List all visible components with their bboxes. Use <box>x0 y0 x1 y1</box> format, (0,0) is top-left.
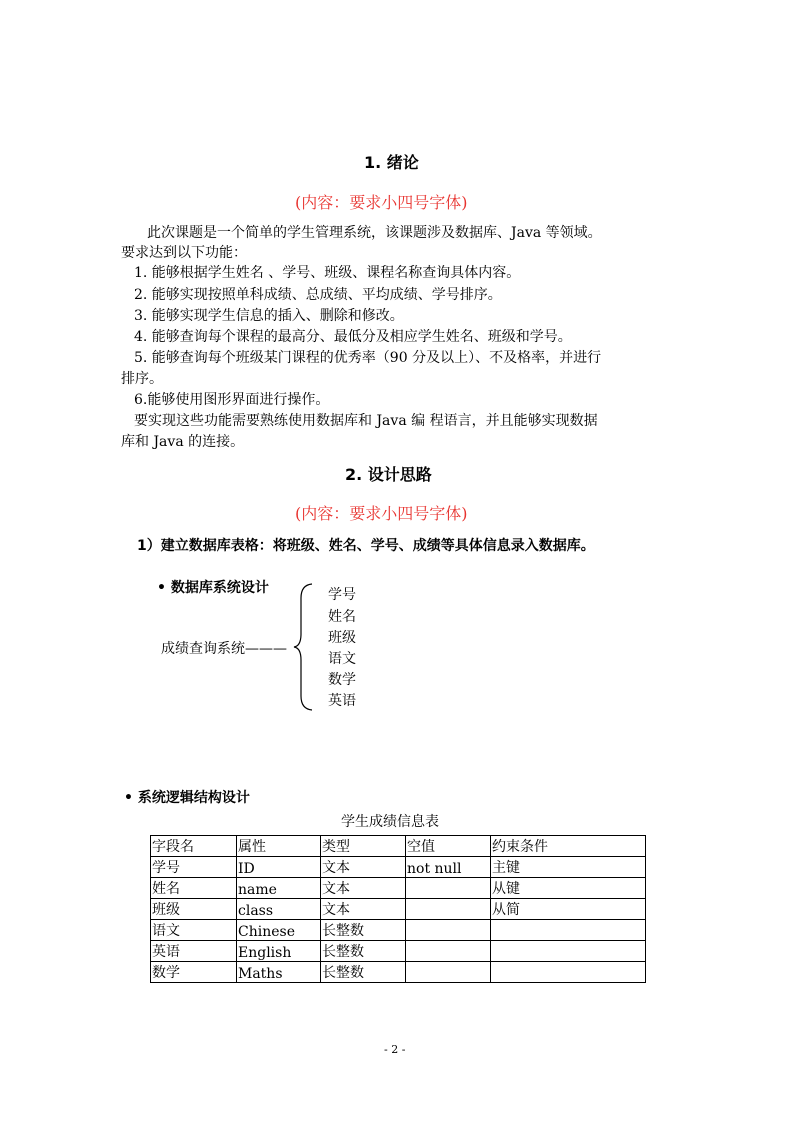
table-header-cell: 属性 <box>237 836 321 857</box>
table-cell: 长整数 <box>321 962 406 983</box>
table-cell: Chinese <box>237 920 321 941</box>
list-item: 4. 能够查询每个课程的最高分、最低分及相应学生姓名、班级和学号。 <box>134 329 572 345</box>
table-row <box>151 962 646 983</box>
table-cell: 从键 <box>491 878 646 899</box>
diagram-field: 班级 <box>328 630 356 646</box>
db-design-heading: • 数据库系统设计 <box>157 580 269 596</box>
table-caption: 学生成绩信息表 <box>341 814 439 830</box>
table-row <box>151 941 646 962</box>
table-row <box>151 878 646 899</box>
table-cell: 长整数 <box>321 920 406 941</box>
section1-title: 1. 绪论 <box>364 153 419 172</box>
table-cell <box>406 962 491 983</box>
section2-subtitle: (内容：要求小四号字体) <box>295 504 468 523</box>
diagram-field: 姓名 <box>328 609 356 625</box>
table-cell: 班级 <box>151 899 237 920</box>
table-cell <box>406 878 491 899</box>
diagram-field: 数学 <box>328 672 356 688</box>
list-item: 6.能够使用图形界面进行操作。 <box>134 392 330 408</box>
table-cell: 从简 <box>491 899 646 920</box>
diagram-root-label: 成绩查询系统——— <box>161 641 287 657</box>
list-item: 2. 能够实现按照单科成绩、总成绩、平均成绩、学号排序。 <box>134 287 502 303</box>
table-cell: 姓名 <box>151 878 237 899</box>
list-item-continuation: 排序。 <box>121 371 163 387</box>
logic-design-heading: • 系统逻辑结构设计 <box>124 790 250 806</box>
list-item: 5. 能够查询每个班级某门课程的优秀率（90 分及以上）、不及格率，并进行 <box>134 350 602 366</box>
table-cell: 文本 <box>321 878 406 899</box>
table-cell: 主键 <box>491 857 646 878</box>
section2-title: 2. 设计思路 <box>345 465 432 484</box>
table-cell: 文本 <box>321 857 406 878</box>
closing-line-2: 库和 Java 的连接。 <box>121 434 245 450</box>
table-cell: Maths <box>237 962 321 983</box>
table-cell <box>406 899 491 920</box>
list-item: 3. 能够实现学生信息的插入、删除和修改。 <box>134 308 404 324</box>
section1-subtitle: (内容：要求小四号字体) <box>295 193 468 212</box>
table-row <box>151 920 646 941</box>
table-header-cell: 空值 <box>406 836 491 857</box>
table-header-cell: 字段名 <box>151 836 237 857</box>
diagram-field: 语文 <box>328 651 356 667</box>
table-cell: 长整数 <box>321 941 406 962</box>
intro-line-2: 要求达到以下功能： <box>121 245 247 261</box>
table-cell: 文本 <box>321 899 406 920</box>
table-cell: 学号 <box>151 857 237 878</box>
table-cell <box>406 941 491 962</box>
page-number: - 2 - <box>384 1043 406 1056</box>
table-header-cell: 约束条件 <box>491 836 646 857</box>
table-cell <box>491 920 646 941</box>
step-1-text: 1）建立数据库表格：将班级、姓名、学号、成绩等具体信息录入数据库。 <box>137 538 595 554</box>
list-item: 1. 能够根据学生姓名 、学号、班级、课程名称查询具体内容。 <box>134 265 521 281</box>
diagram-field: 学号 <box>328 587 356 603</box>
table-cell: English <box>237 941 321 962</box>
intro-line-1: 此次课题是一个简单的学生管理系统，该课题涉及数据库、Java 等领域。 <box>147 225 602 241</box>
table-cell: name <box>237 878 321 899</box>
table-cell: class <box>237 899 321 920</box>
table-cell: ID <box>237 857 321 878</box>
table-cell <box>491 962 646 983</box>
curly-brace-icon <box>292 582 316 712</box>
table-row <box>151 857 646 878</box>
student-score-table <box>150 835 646 983</box>
table-cell <box>406 920 491 941</box>
table-cell: 语文 <box>151 920 237 941</box>
table-cell: 数学 <box>151 962 237 983</box>
closing-line-1: 要实现这些功能需要熟练使用数据库和 Java 编 程语言，并且能够实现数据 <box>134 413 598 429</box>
table-header-cell: 类型 <box>321 836 406 857</box>
table-cell: 英语 <box>151 941 237 962</box>
table-row <box>151 899 646 920</box>
table-cell: not null <box>406 857 491 878</box>
table-cell <box>491 941 646 962</box>
diagram-field: 英语 <box>328 693 356 709</box>
table-header-row <box>151 836 646 857</box>
